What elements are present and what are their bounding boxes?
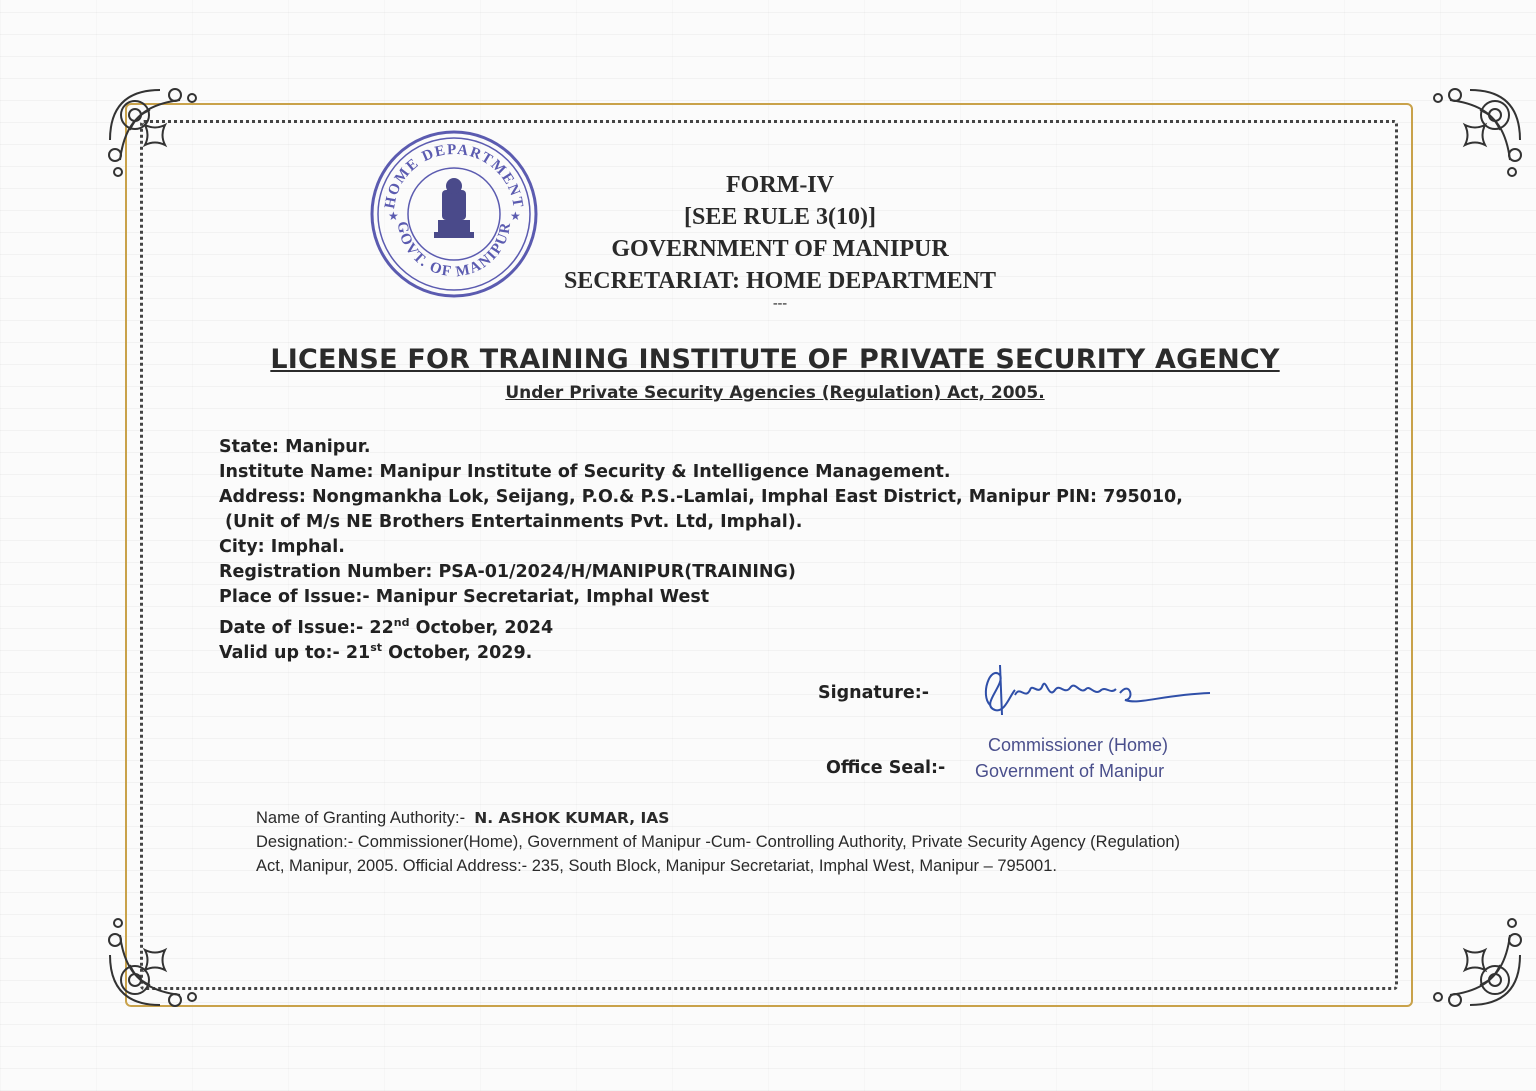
date-of-issue-prefix: Date of Issue:- 22 [219, 617, 394, 638]
svg-text:★: ★ [388, 209, 399, 223]
signature-label: Signature:- [818, 683, 929, 703]
place-of-issue-field: Place of Issue:- Manipur Secretariat, Imphal West [219, 587, 710, 607]
city-field: City: Imphal. [219, 537, 345, 557]
svg-text:HOME DEPARTMENT: HOME DEPARTMENT [382, 141, 526, 211]
license-details [219, 435, 1319, 663]
registration-number-field: Registration Number: PSA-01/2024/H/MANIPUR(TRAINING) [219, 562, 796, 582]
commissioner-stamp-line2: Government of Manipur [975, 761, 1165, 781]
granting-authority-block [256, 806, 1356, 878]
corner-ornament-icon [100, 905, 210, 1015]
designation-line-2: Act, Manipur, 2005. Official Address:- 235, South Block, Manipur Secretariat, Imphal West, Manipur – 795001. [256, 857, 1057, 875]
corner-ornament-icon [1420, 905, 1530, 1015]
header-separator: --- [773, 296, 787, 311]
authority-label: Name of Granting Authority:- [256, 809, 466, 827]
unit-field: (Unit of M/s NE Brothers Entertainments Pvt. Ltd, Imphal). [225, 512, 803, 532]
government-name: GOVERNMENT OF MANIPUR [611, 236, 949, 262]
valid-up-to-rest: October, 2029. [382, 642, 533, 663]
date-of-issue-rest: October, 2024 [409, 617, 554, 638]
state-field: State: Manipur. [219, 437, 371, 457]
office-seal-label: Office Seal:- [826, 758, 946, 778]
corner-ornament-icon [100, 80, 210, 190]
date-of-issue-field [219, 610, 1319, 638]
corner-ornament-icon [1420, 80, 1530, 190]
department-name: SECRETARIAT: HOME DEPARTMENT [563, 268, 997, 294]
date-of-issue-suffix-sup: nd [393, 616, 410, 629]
institute-name-field: Institute Name: Manipur Institute of Security & Intelligence Management. [219, 462, 951, 482]
svg-text:★: ★ [510, 209, 521, 223]
commissioner-stamp-line1: Commissioner (Home) [988, 735, 1169, 755]
license-subtitle: Under Private Security Agencies (Regulation) Act, 2005. [505, 383, 1045, 403]
designation-line-1: Designation:- Commissioner(Home), Government of Manipur -Cum- Controlling Authority, Private Security Agency (Regulation) [256, 833, 1181, 851]
svg-text:GOVT. OF MANIPUR: GOVT. OF MANIPUR [393, 220, 515, 281]
valid-up-to-suffix-sup: st [370, 641, 382, 654]
address-field: Address: Nongmankha Lok, Seijang, P.O.& P.S.-Lamlai, Imphal East District, Manipur PIN: 795010, [219, 487, 1183, 507]
handwritten-signature-icon [960, 655, 1220, 725]
valid-up-to-prefix: Valid up to:- 21 [219, 642, 371, 663]
rule-reference: [SEE RULE 3(10)] [683, 204, 876, 230]
authority-name: N. ASHOK KUMAR, IAS [474, 809, 670, 827]
license-title: LICENSE FOR TRAINING INSTITUTE OF PRIVATE SECURITY AGENCY [270, 344, 1280, 375]
authority-line [256, 806, 1356, 830]
form-number: FORM-IV [726, 172, 834, 198]
